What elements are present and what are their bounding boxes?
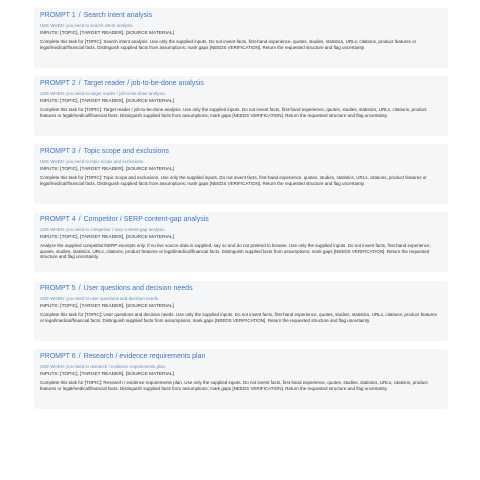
prompt-name: User questions and decision needs <box>83 285 193 292</box>
prompt-card-3 <box>34 144 448 204</box>
prompt-label: PROMPT 6 <box>40 353 76 360</box>
prompt-title <box>40 352 205 362</box>
prompt-name: Competitor / SERP content-gap analysis <box>83 216 209 223</box>
prompt-title <box>40 79 204 89</box>
prompt-label: PROMPT 5 <box>40 285 76 292</box>
prompt-name: Target reader / job-to-be-done analysis <box>83 80 204 87</box>
use-when-text: USE WHEN: you need to competitor / serp content-gap analysis. <box>40 227 166 232</box>
prompt-card-4 <box>34 212 448 272</box>
prompt-name: Search intent analysis <box>83 12 153 19</box>
prompt-title <box>40 11 152 21</box>
prompt-body: Complete this task for [TOPIC]: Topic scope and exclusions. Use only the supplied inputs. Do not invent facts, first-hand experience, quotes, studies, statistics, URLs, citations, product features or legal/medical/financial facts. Distinguish supplied facts from assumptions; mark gaps [NEEDS VERIFICATION]. Return the requested structure and flag uncertainty. <box>40 175 427 186</box>
prompt-title <box>40 215 209 225</box>
title-separator: / <box>78 353 81 360</box>
prompt-card-2 <box>34 76 448 136</box>
inputs-text: INPUTS: [TOPIC], [TARGET READER], [SOURCE MATERIAL] <box>40 99 174 104</box>
inputs-text: INPUTS: [TOPIC], [TARGET READER], [SOURCE MATERIAL] <box>40 372 174 377</box>
prompt-body: Analyze the supplied competitor/SERP excerpts only. If no live source data is supplied, say so and do not pretend to browse. Use only the supplied inputs. Do not invent facts, first-hand experience, quotes, studies, statistics, URLs, citations, product features or legal/medical/financial facts. Distinguish supplied facts from assumptions; mark gaps [NEEDS VERIFICATION]. Return the requested structure and flag uncertainty. <box>40 243 431 260</box>
title-separator: / <box>78 80 81 87</box>
prompt-body: Complete this task for [TOPIC]: Search intent analysis. Use only the supplied inputs. Do not invent facts, first-hand experience, quotes, studies, statistics, URLs, citations, product features or legal/medical/financial facts. Distinguish supplied facts from assumptions; mark gaps [NEEDS VERIFICATION]. Return the requested structure and flag uncertainty. <box>40 39 417 50</box>
prompt-body: Complete this task for [TOPIC]: Research / evidence requirements plan. Use only the supplied inputs. Do not invent facts, first-hand experience, quotes, studies, statistics, URLs, citations, product features or legal/medical/financial facts. Distinguish supplied facts from assumptions; mark gaps [NEEDS VERIFICATION]. Return the requested structure and flag uncertainty. <box>40 380 428 391</box>
prompt-label: PROMPT 2 <box>40 80 76 87</box>
prompt-card-1 <box>34 8 448 68</box>
title-separator: / <box>78 216 81 223</box>
prompt-card-5 <box>34 281 448 341</box>
title-separator: / <box>78 285 81 292</box>
use-when-text: USE WHEN: you need to user questions and decision needs. <box>40 296 160 301</box>
prompt-body: Complete this task for [TOPIC]: User questions and decision needs. Use only the supplied inputs. Do not invent facts, first-hand experience, quotes, studies, statistics, URLs, citations, product features or legal/medical/financial facts. Distinguish supplied facts from assumptions; mark gaps [NEEDS VERIFICATION]. Return the requested structure and flag uncertainty. <box>40 312 437 323</box>
prompt-title <box>40 147 169 157</box>
title-separator: / <box>78 148 81 155</box>
use-when-text: USE WHEN: you need to search intent analysis. <box>40 23 134 28</box>
inputs-text: INPUTS: [TOPIC], [TARGET READER], [SOURCE MATERIAL] <box>40 167 174 172</box>
prompt-label: PROMPT 1 <box>40 12 76 19</box>
prompt-label: PROMPT 4 <box>40 216 76 223</box>
title-separator: / <box>78 12 81 19</box>
prompt-title <box>40 284 193 294</box>
inputs-text: INPUTS: [TOPIC], [TARGET READER], [SOURCE MATERIAL] <box>40 235 174 240</box>
inputs-text: INPUTS: [TOPIC], [TARGET READER], [SOURCE MATERIAL] <box>40 31 174 36</box>
prompt-name: Topic scope and exclusions <box>83 148 169 155</box>
prompt-label: PROMPT 3 <box>40 148 76 155</box>
prompt-card-6 <box>34 349 448 409</box>
prompt-name: Research / evidence requirements plan <box>83 353 206 360</box>
use-when-text: USE WHEN: you need to target reader / job-to-be-done analysis. <box>40 91 166 96</box>
use-when-text: USE WHEN: you need to topic scope and exclusions. <box>40 159 144 164</box>
inputs-text: INPUTS: [TOPIC], [TARGET READER], [SOURCE MATERIAL] <box>40 304 174 309</box>
prompt-body: Complete this task for [TOPIC]: Target reader / job-to-be-done analysis. Use only the supplied inputs. Do not invent facts, first-hand experience, quotes, studies, statistics, URLs, citations, product features or legal/medical/financial facts. Distinguish supplied facts from assumptions; mark gaps [NEEDS VERIFICATION]. Return the requested structure and flag uncertainty. <box>40 107 427 118</box>
use-when-text: USE WHEN: you need to research / evidence requirements plan. <box>40 364 167 369</box>
